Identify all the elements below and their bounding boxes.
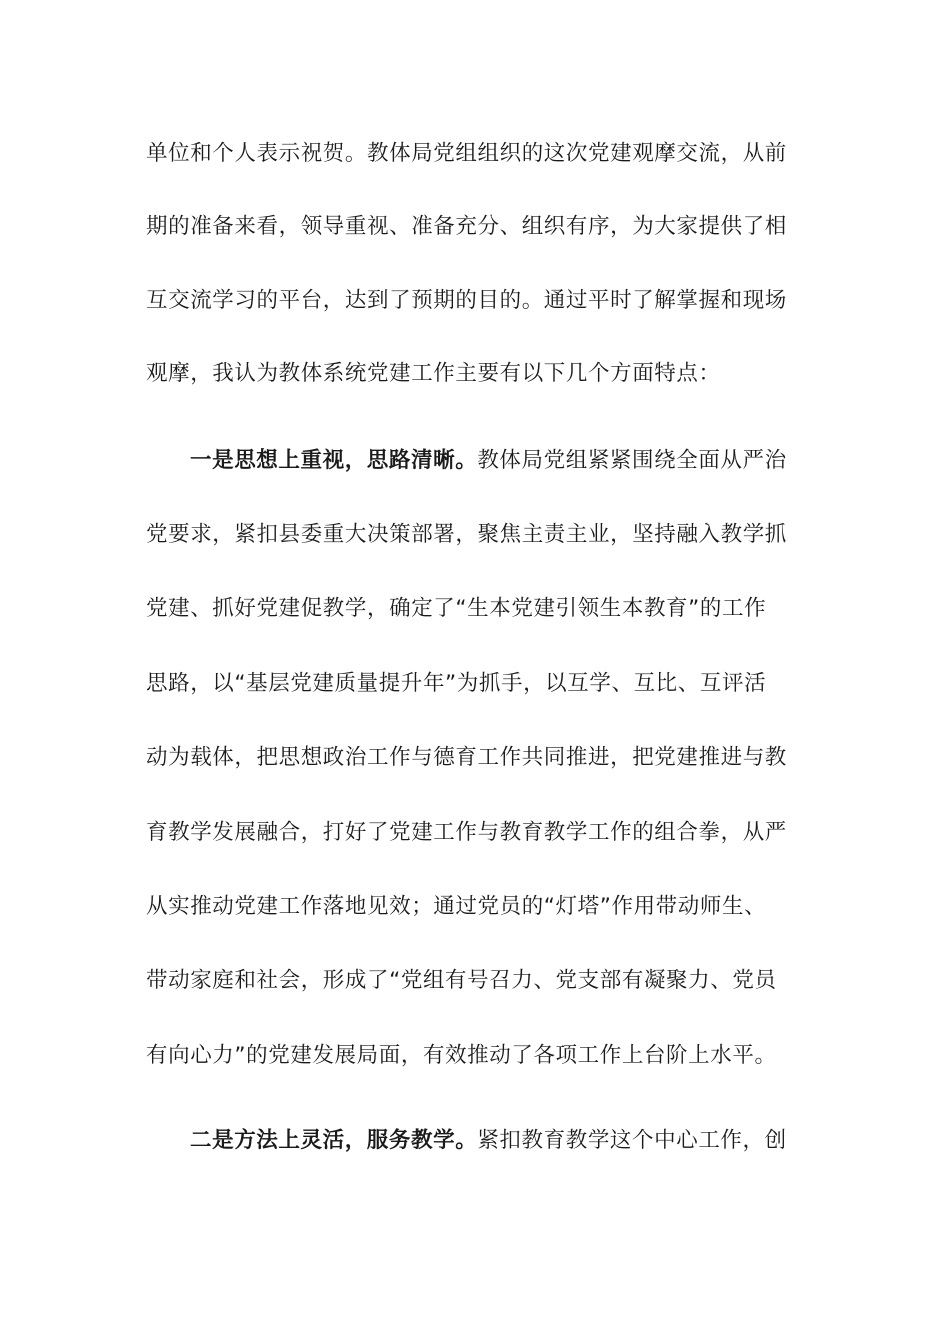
line-text: 党要求，紧扣县委重大决策部署，聚焦主责主业，坚持融入教学抓 — [146, 522, 787, 547]
line-text: 紧扣教育教学这个中心工作，创 — [477, 1128, 787, 1153]
section-heading: 二是方法上灵活，服务教学。 — [190, 1128, 478, 1153]
line-text: 教体局党组紧紧围绕全面从严治 — [477, 448, 787, 473]
line-text: 期的准备来看，领导重视、准备充分、组织有序，为大家提供了相 — [146, 214, 787, 239]
paragraph-line — [190, 1126, 806, 1156]
line-text: 思路，以“基层党建质量提升年”为抓手，以互学、互比、互评活 — [146, 671, 767, 696]
line-text: 育教学发展融合，打好了党建工作与教育教学工作的组合拳，从严 — [146, 820, 787, 845]
line-text: 互交流学习的平台，达到了预期的目的。通过平时了解掌握和现场 — [146, 288, 787, 313]
paragraph-line — [146, 1041, 806, 1071]
line-text: 观摩，我认为教体系统党建工作主要有以下几个方面特点： — [146, 361, 721, 386]
line-text: 动为载体，把思想政治工作与德育工作共同推进，把党建推进与教 — [146, 745, 787, 770]
paragraph-line — [146, 818, 806, 848]
line-text: 有向心力”的党建发展局面，有效推动了各项工作上台阶上水平。 — [146, 1043, 777, 1068]
paragraph-line — [146, 594, 806, 624]
paragraph-line — [146, 669, 806, 699]
line-text: 单位和个人表示祝贺。教体局党组组织的这次党建观摩交流，从前 — [146, 141, 787, 166]
paragraph-line — [146, 212, 806, 242]
line-text: 从实推动党建工作落地见效；通过党员的“灯塔”作用带动师生、 — [146, 894, 767, 919]
paragraph-line — [146, 892, 806, 922]
paragraph-line — [190, 446, 806, 476]
line-text: 党建、抓好党建促教学，确定了“生本党建引领生本教育”的工作 — [146, 596, 767, 621]
paragraph-line — [146, 520, 806, 550]
paragraph-line — [146, 359, 806, 389]
paragraph-line — [146, 743, 806, 773]
paragraph-line — [146, 139, 806, 169]
paragraph-line — [146, 286, 806, 316]
paragraph-line — [146, 966, 806, 996]
line-text: 带动家庭和社会，形成了“党组有号召力、党支部有凝聚力、党员 — [146, 968, 777, 993]
section-heading: 一是思想上重视，思路清晰。 — [190, 448, 478, 473]
